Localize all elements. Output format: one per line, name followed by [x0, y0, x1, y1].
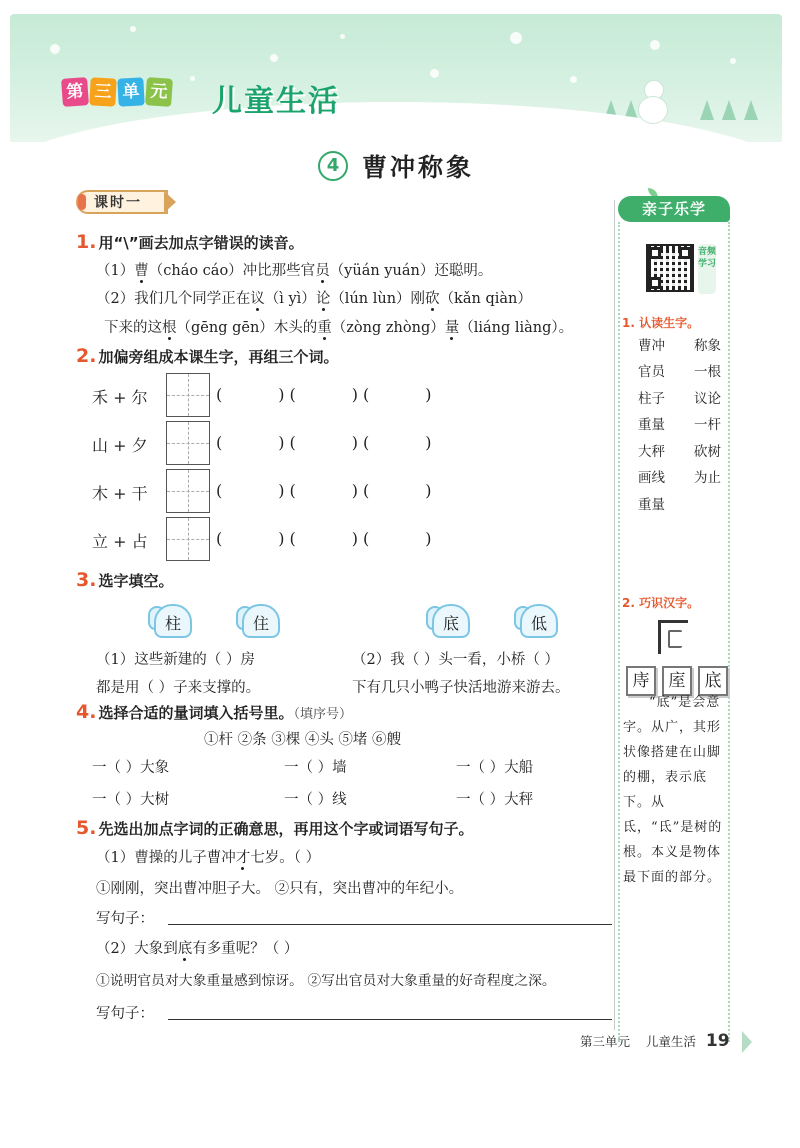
measure-item[interactable]: 一（ ）大秤: [456, 792, 534, 808]
question-1-line-1: （1）曹（cháo cáo）冲比那些官员（yüán yuán）还聪明。: [96, 263, 493, 279]
question-text: 先选出加点字词的正确意思，再用这个字或词语写句子。: [98, 820, 474, 838]
question-5-sentence-2: （2）大象到底有多重呢？（ ）: [96, 941, 299, 957]
radical-formula: 禾 + 尔: [92, 388, 148, 407]
write-sentence-label: 写句子：: [96, 911, 154, 927]
write-sentence-line[interactable]: [168, 924, 612, 925]
question-1-line-2: （2）我们几个同学正在议（ì yì）论（lún lùn）刚砍（kǎn qiàn）: [96, 291, 532, 307]
lesson-title: 曹冲称象: [362, 153, 475, 182]
question-5-options-2: ①说明官员对大象重量感到惊讶。 ②写出官员对大象重量的好奇程度之深。: [96, 973, 556, 989]
measure-item[interactable]: 一（ ）大船: [456, 760, 534, 776]
question-hint: （填序号）: [293, 707, 352, 722]
radical-row: [92, 469, 512, 513]
vocab-word: 砍树: [694, 444, 721, 460]
footer-theme: 儿童生活: [645, 1034, 696, 1049]
answer-blanks[interactable]: ( ) ( ) ( ): [216, 433, 432, 452]
elephant-char-card: [426, 604, 472, 640]
choice-char: 柱: [164, 614, 181, 633]
question-text: 加偏旁组成本课生字，再组三个词。: [98, 348, 339, 366]
dotted-char: 重: [317, 320, 332, 336]
measure-item[interactable]: 一（ ）墙: [284, 760, 347, 776]
unit-title: 儿童生活: [212, 84, 340, 119]
unit-badge: [62, 78, 172, 106]
vocab-word: 曹冲: [638, 338, 665, 354]
sidebar-heading-2: 2. 巧识汉字。: [622, 596, 700, 610]
question-3-prompt: [76, 569, 173, 591]
snowman-body: [638, 96, 668, 124]
sidebar-tag: 亲子乐学: [618, 196, 730, 222]
radical-row: [92, 517, 512, 561]
dotted-char: 员: [315, 263, 330, 279]
question-number: 2.: [76, 345, 97, 367]
page-number: 19: [705, 1031, 730, 1051]
dotted-char: 论: [315, 291, 331, 307]
shed-pictograph-icon: [656, 616, 690, 656]
vocab-word: 称象: [694, 338, 721, 354]
char-evolution-card: 庢: [662, 666, 692, 696]
writing-grid-box[interactable]: [166, 373, 210, 417]
radical-formula: 木 + 干: [92, 484, 148, 503]
dotted-char: 才: [235, 850, 251, 866]
lesson-number: 4: [318, 151, 348, 181]
choice-char: 低: [530, 614, 547, 633]
question-number: 4.: [76, 701, 97, 723]
question-number: 3.: [76, 569, 97, 591]
radical-formula: 山 + 夕: [92, 436, 148, 455]
vocab-word: 官员: [638, 364, 665, 380]
section-tag-label: 课时一: [94, 195, 142, 211]
elephant-char-card: [236, 604, 282, 640]
vocab-word: 为止: [694, 470, 721, 486]
question-4-prompt: [76, 701, 352, 723]
question-number: 5.: [76, 817, 97, 839]
vocab-word: 柱子: [638, 391, 665, 407]
dotted-char: 量: [444, 320, 460, 336]
unit-badge-char: 单: [117, 77, 144, 106]
radical-row: [92, 373, 512, 417]
question-number: 1.: [76, 231, 97, 253]
qr-code-icon[interactable]: [646, 244, 694, 292]
char-evolution-card: 庤: [626, 666, 656, 696]
measure-item[interactable]: 一（ ）线: [284, 792, 347, 808]
answer-blanks[interactable]: ( ) ( ) ( ): [216, 529, 432, 548]
page-arrow-icon: [742, 1031, 752, 1053]
question-3-sentence-2a: （2）我（ ）头一看，小桥（ ）: [352, 652, 559, 668]
write-sentence-label: 写句子：: [96, 1006, 154, 1022]
vocab-word: 大秤: [638, 444, 665, 460]
answer-blanks[interactable]: ( ) ( ) ( ): [216, 385, 432, 404]
unit-badge-char: 第: [61, 77, 89, 107]
audio-learning-label: 音频学习: [698, 244, 716, 294]
choice-char: 底: [442, 614, 459, 633]
question-5-prompt: [76, 817, 473, 839]
char-explanation: “底”是会意字。从广，其形状像搭建在山脚的棚，表示底下。从氐，“氐”是树的根。本义是物体最下面的部分。: [623, 695, 723, 885]
question-5-options-1: ①刚刚，突出曹冲胆子大。 ②只有，突出曹冲的年纪小。: [96, 881, 464, 897]
unit-badge-char: 元: [145, 77, 173, 107]
section-tag: [76, 190, 176, 214]
writing-grid-box[interactable]: [166, 517, 210, 561]
unit-badge-char: 三: [89, 77, 116, 106]
page-footer: [580, 1031, 738, 1051]
writing-grid-box[interactable]: [166, 421, 210, 465]
vocab-word: 议论: [694, 391, 721, 407]
dotted-char: 底: [177, 941, 193, 957]
measure-item[interactable]: 一（ ）大象: [92, 760, 170, 776]
elephant-char-card: [514, 604, 560, 640]
dotted-char: 砍: [425, 291, 440, 307]
question-3-sentence-2b: 下有几只小鸭子快活地游来游去。: [352, 680, 570, 696]
vocab-word: 一杆: [694, 417, 721, 433]
measure-item[interactable]: 一（ ）大树: [92, 792, 170, 808]
writing-grid-box[interactable]: [166, 469, 210, 513]
pencil-icon: [78, 194, 86, 210]
choice-char: 住: [252, 614, 269, 633]
question-3-sentence-1b: 都是用（ ）子来支撑的。: [96, 680, 261, 696]
radical-formula: 立 + 占: [92, 532, 148, 551]
dotted-char: 根: [162, 320, 177, 336]
dotted-char: 议: [250, 291, 265, 307]
question-1-line-3: 下来的这根（gēng gēn）木头的重（zòng zhòng）量（liáng liàng）。: [104, 320, 574, 336]
radical-row: [92, 421, 512, 465]
question-3-sentence-1a: （1）这些新建的（ ）房: [96, 652, 255, 668]
dotted-char: 曹: [134, 263, 149, 279]
question-2-prompt: [76, 345, 338, 367]
vocab-word: 一根: [694, 364, 721, 380]
vocab-word: 画线: [638, 470, 665, 486]
footer-unit: 第三单元: [580, 1034, 631, 1049]
write-sentence-line[interactable]: [168, 1019, 612, 1020]
question-1-prompt: [76, 231, 304, 253]
question-text: 选字填空。: [98, 572, 174, 590]
question-text: 选择合适的量词填入括号里。: [98, 704, 294, 722]
vocab-word: 重量: [638, 417, 665, 433]
sidebar-heading-1: 1. 认读生字。: [622, 316, 700, 330]
column-divider: [614, 200, 615, 1030]
char-evolution-card: 底: [698, 666, 728, 696]
elephant-char-card: [148, 604, 194, 640]
vocab-word: 重量: [638, 497, 665, 513]
answer-blanks[interactable]: ( ) ( ) ( ): [216, 481, 432, 500]
measure-word-options: ①杆 ②条 ③棵 ④头 ⑤堵 ⑥艘: [204, 732, 402, 748]
question-5-sentence-1: （1）曹操的儿子曹冲才七岁。（ ）: [96, 850, 321, 866]
question-text: 用“\”画去加点字错误的读音。: [98, 234, 304, 252]
